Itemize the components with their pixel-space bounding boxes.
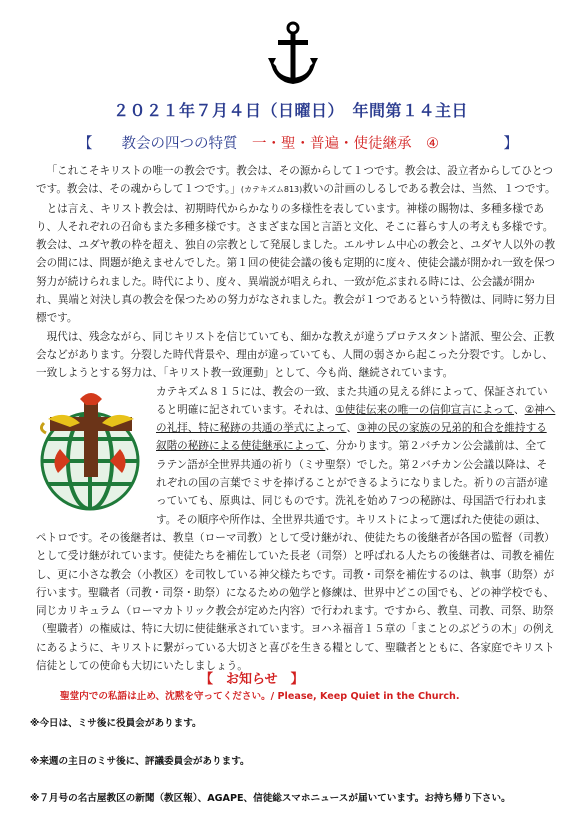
p1-text-b: 救いの計画のしるしである教会は、当然、１つです。 [302, 183, 556, 196]
topic-open: 【 教会の四つの特質 [78, 136, 252, 152]
notice-item: ※７月号の名古屋教区の新聞（教区報）、AGAPE、信徒総スマホニュースが届いています。お持ち帰り下さい。 [30, 793, 511, 804]
date-heading: ２０２１年７月４日（日曜日） 年間第１４主日 [112, 101, 468, 120]
topic-accent: 一 [252, 136, 267, 152]
quiet-notice: 聖堂内での私語は止め、沈黙を守ってください。/ Please, Keep Quiet in the Church. [60, 691, 460, 702]
p4-point-2: ②神への礼拝、特に秘跡の共通の挙式によって [156, 403, 556, 435]
topic-heading [78, 132, 518, 153]
p4-sep-1: 、 [514, 403, 525, 416]
anchor-icon [268, 20, 318, 88]
topic-close: 】 [503, 136, 518, 152]
notice-item: ※来週の主日のミサ後に、評議委員会があります。 [30, 756, 250, 767]
globe-cross-emblem-icon [30, 389, 150, 519]
topic-rest: ・聖・普遍・使徒継承 ④ [266, 136, 439, 152]
paragraph-2: とは言え、キリスト教会は、初期時代からかなりの多様性を表しています。神様の賜物は、多種多様であり、人それぞれの召命もまた多種多様です。さまざまな国と言語と文化、そこに暮らす人の考えも多様です。教会は、ユダヤ教の枠を超え、独自の宗教として発展しました。エルサレム中心の教会と、ユダヤ人以外の教会の間には、問題が絶えませんでした。第１回の使徒会議の後も定期的に度々、使徒会議が開かれ一致を保つ努力が続けられました。時代により、度々、異端説が唱えられ、一致が危ぶまれる時には、公会議が開かれ、異端と対決し真の教会を保つための努力がなされました。教会が１つであるという特徴は、同時に努力目標です。 [36, 202, 556, 325]
paragraph-3: 現代は、残念ながら、同じキリストを信じていても、細かな教えが違うプロテスタント諸派、聖公会、正教会などがあります。分裂した時代背景や、理由が違っていても、人間の弱さから起こった分裂です。しかし、一致しようとする努力は、「キリスト教一致運動」として、今も尚、継続されています。 [36, 330, 555, 380]
p4-point-3: ③神の民の家族の兄弟的和合を維持する叙階の秘跡による使徒継承によって [156, 422, 547, 453]
p4-point-1: ①使徒伝来の唯一の信仰宣言によって [335, 403, 515, 416]
paragraph-4 [36, 383, 556, 676]
p1-text-a: 「これこそキリストの唯一の教会です。教会は、その源からして１つです。教会は、設立者からしてひとつです。教会は、その魂からして１つです。」 [36, 165, 553, 196]
p4-lead: カテキズム８１５には、教会の一致、また共通の見える絆によって、保証されていると明確に記されています。それは、 [156, 385, 548, 416]
p4-rest: 、分かります。第２バチカン公会議前は、全てラテン語が全世界共通の祈り（ミサ聖祭）でした。第２バチカン公会議以降は、それぞれの国の言葉でミサを捧げることができるようになりました。祈りの言語が違っていても、原典は、同じものです。洗礼を始め７つの秘跡は、母国語で行われます。その順序や所作は、全世界共通です。キリストによって選ばれた使徒の頭は、ペトロです。その後継者は、教皇（ローマ司教）として受け継がれ、使徒たちの後継者が各国の監督（司教）として受け継がれています。使徒たちを補佐していた長老（司祭）と呼ばれる人たちの後継者は、司教を補佐し、更に小さな教会（小教区）を司牧している神父様たちです。司教・司祭を補佐するのは、執事（助祭）が行います。聖職者（司教・司祭・助祭）になるための勉学と修練は、世界中どこの国でも、どの神学校でも、同じカリキュラム（ローマカトリック教会が定めた内容）で行われます。ですから、教皇、司教、司祭、助祭（聖職者）の権威は、特に大切に使徒継承されています。ヨハネ福音１５章の「まことのぶどうの木」の例えにあるように、キリストに繋がっている大切さと喜びを生きる糧として、聖職者とともに、各家庭でキリスト信徒としての使命も大切にいたしましょう。 [36, 440, 555, 673]
notice-heading: 【 お知らせ 】 [200, 672, 304, 687]
p1-citation: (カテキズム813) [240, 185, 303, 195]
article-body [36, 162, 556, 675]
notice-item: ※今日は、ミサ後に役員会があります。 [30, 718, 202, 729]
paragraph-1 [36, 162, 556, 200]
p4-sep-2: 、 [346, 422, 358, 435]
